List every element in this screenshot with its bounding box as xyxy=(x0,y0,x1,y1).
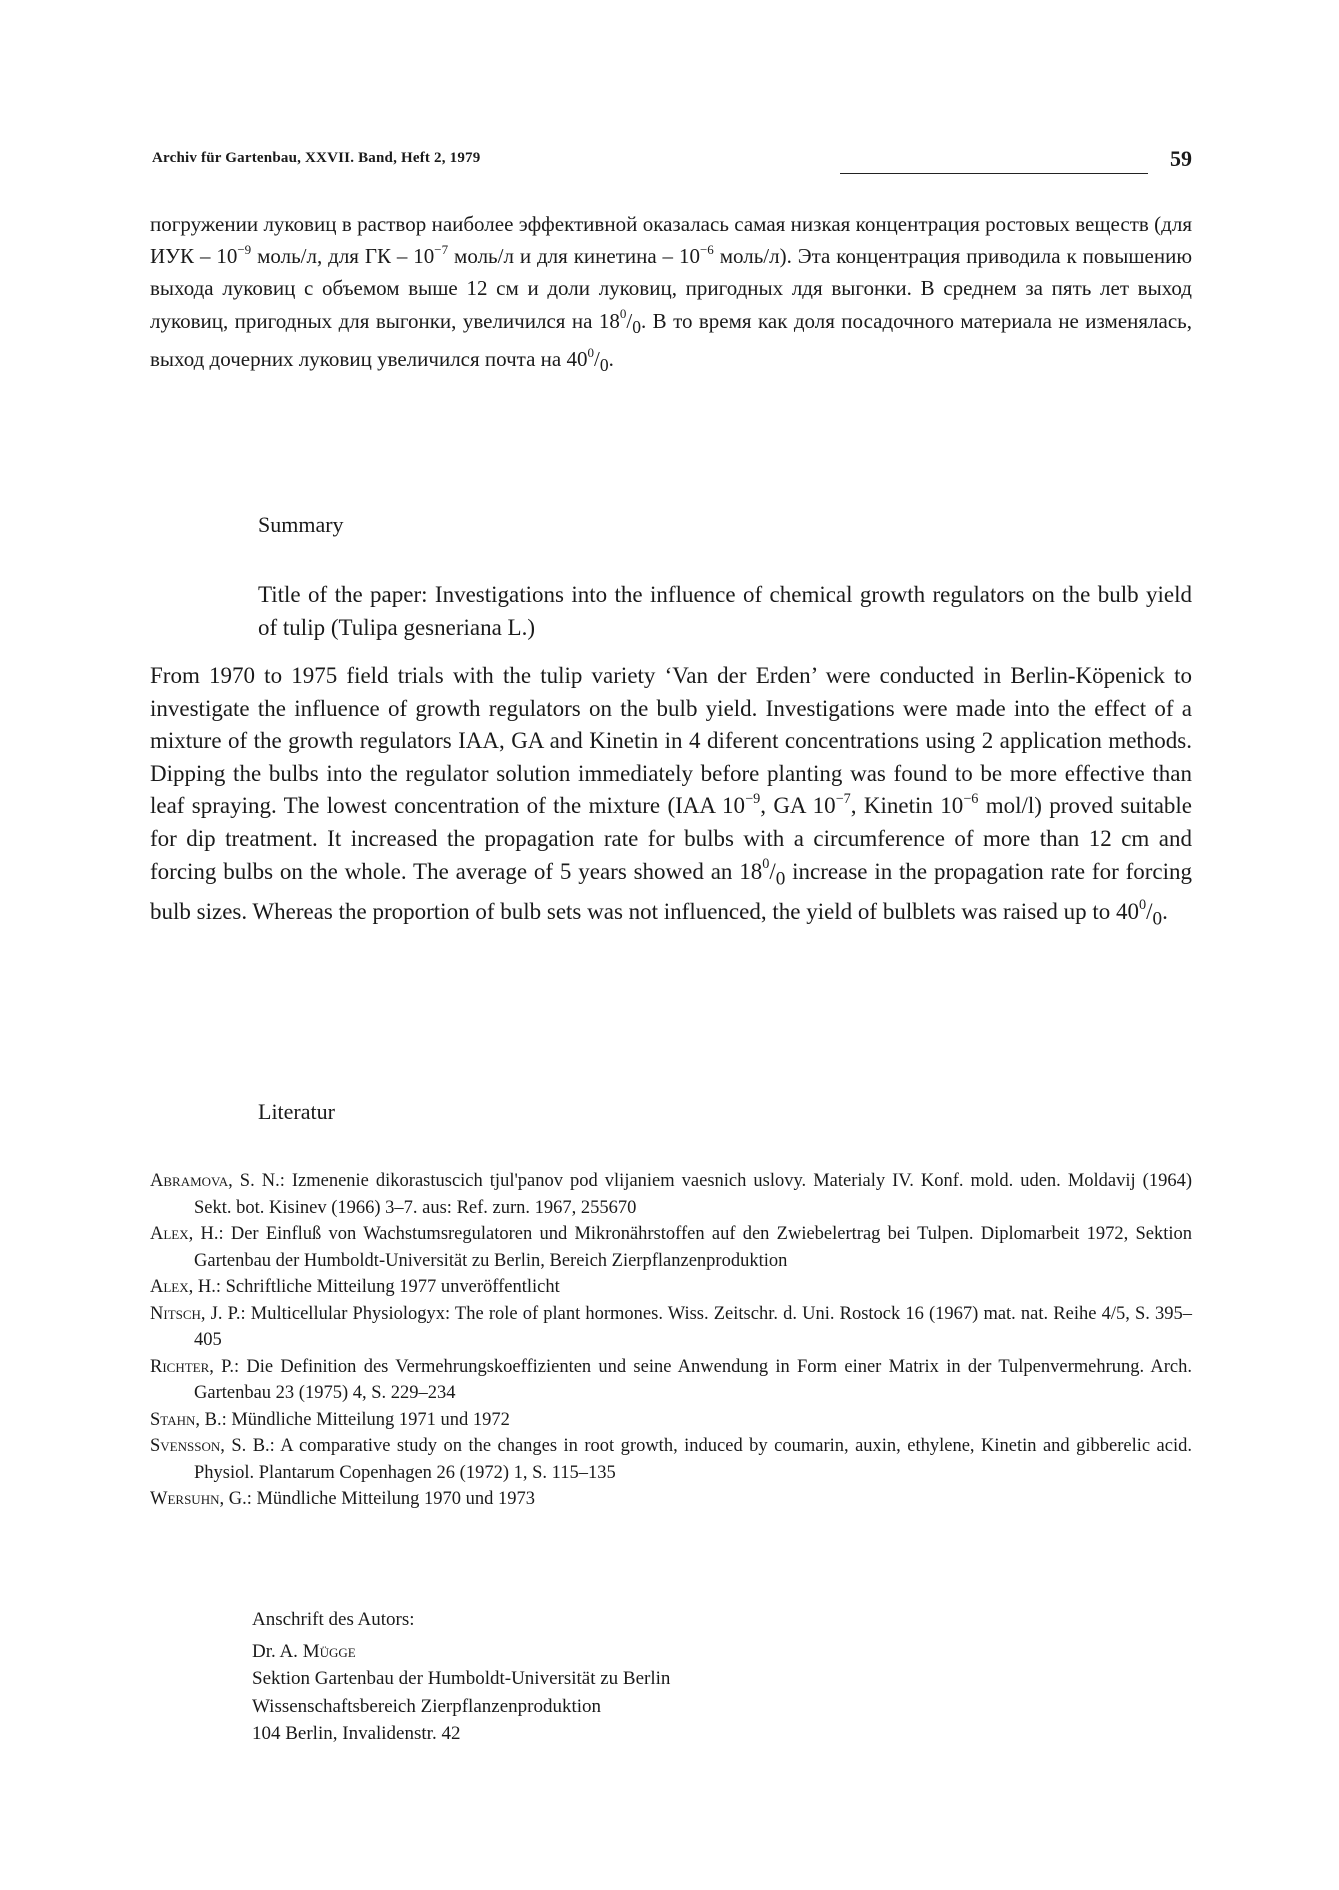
reference-item: Svensson, S. B.: A comparative study on the changes in root growth, induced by coumarin, auxin, ethylene, Kinetin and gibberelic acid. Physiol. Plantarum Copenhagen 26 (1972) 1, S. 115–135 xyxy=(150,1436,1192,1483)
address-label: Anschrift des Autors: xyxy=(252,1609,415,1630)
reference-list xyxy=(150,1168,1192,1513)
literatur-heading: Literatur xyxy=(258,1099,335,1124)
summary-body: From 1970 to 1975 field trials with the tulip variety ‘Van der Erden’ were conducted in Berlin-Köpenick to investigate the influence of growth regulators on the bulb yield. Investigations were made into the effect of a mixture of the growth regulators IAA, GA and Kinetin in 4 diferent concentrations using 2 application methods. Dipping the bulbs into the regulator solution immediately before planting was found to be more effective than leaf spraying. The lowest concentration of the mixture (IAA $10^{-9}$, GA $10^{-7}$, Kinetin $10^{-6}$ mol/l) proved suitable for dip treatment. It increased the propagation rate for bulbs with a circumference of more than 12 cm and forcing bulbs on the whole. The average of 5 years showed an $18^0/_0$ increase in the propagation rate for forcing bulb sizes. Whereas the proportion of bulb sets was not influenced, the yield of bulblets was raised up to $40^0/_0$. xyxy=(150,663,1193,930)
author-name: Dr. A. Mügge xyxy=(252,1640,356,1662)
page-header xyxy=(152,146,1192,176)
address-line: Sektion Gartenbau der Humboldt-Universität zu Berlin xyxy=(252,1668,671,1689)
reference-item: Stahn, B.: Mündliche Mitteilung 1971 und 1972 xyxy=(150,1409,510,1430)
reference-item: Alex, H.: Schriftliche Mitteilung 1977 unveröffentlicht xyxy=(150,1277,560,1297)
summary-heading: Summary xyxy=(258,512,344,537)
address-line: 104 Berlin, Invalidenstr. 42 xyxy=(252,1723,461,1744)
page-number: 59 xyxy=(1170,146,1192,171)
reference-item: Richter, P.: Die Definition des Vermehrungskoeffizienten und seine Anwendung in Form einer Matrix in der Tulpenvermehrung. Arch. Gartenbau 23 (1975) 4, S. 229–234 xyxy=(150,1356,1192,1403)
header-rule xyxy=(840,173,1148,174)
reference-item: Nitsch, J. P.: Multicellular Physiologyx: The role of plant hormones. Wiss. Zeitschr. d. Uni. Rostock 16 (1967) mat. nat. Reihe 4/5, S. 395–405 xyxy=(150,1303,1193,1350)
reference-item: Wersuhn, G.: Mündliche Mitteilung 1970 und 1973 xyxy=(150,1489,535,1509)
author-address xyxy=(252,1606,670,1748)
address-line: Wissenschaftsbereich Zierpflanzenproduktion xyxy=(252,1695,602,1717)
reference-item: Abramova, S. N.: Izmenenie dikorastuscich tjul'panov pod vlijaniem vaesnich uslovy. Materialy IV. Konf. mold. uden. Moldavij (1964) Sekt. bot. Kisinev (1966) 3–7. aus: Ref. zurn. 1967, 255670 xyxy=(150,1171,1192,1218)
paper-title: Title of the paper: Investigations into the influence of chemical growth regulators on the bulb yield of tulip (Tulipa gesneriana L.) xyxy=(258,582,1192,640)
reference-item: Alex, H.: Der Einfluß von Wachstumsregulatoren und Mikronährstoffen auf den Zwiebelertrag bei Tulpen. Diplomarbeit 1972, Sektion Gartenbau der Humboldt-Universität zu Berlin, Bereich Zierpflanzenproduktion xyxy=(150,1224,1192,1271)
russian-paragraph: погружении луковиц в раствор наиболее эффективной оказалась самая низкая концентрация ростовых веществ (для ИУК – $10^{-9}$ моль/л, для ГК – $10^{-7}$ моль/л и для кинетина – $10^{-6}$ моль/л). Эта концентрация приводила к повышению выхода луковиц с объемом выше 12 см и доли луковиц, пригодных лдя выгонки. В среднем за пять лет выход луковиц, пригодных для выгонки, увеличился на $18^0/_0$. В то время как доля посадочного материала не изменялась, выход дочерних луковиц увеличился почта на $40^0/_0$. xyxy=(150,212,1193,376)
journal-title: Archiv für Gartenbau, XXVII. Band, Heft 2, 1979 xyxy=(152,150,481,166)
